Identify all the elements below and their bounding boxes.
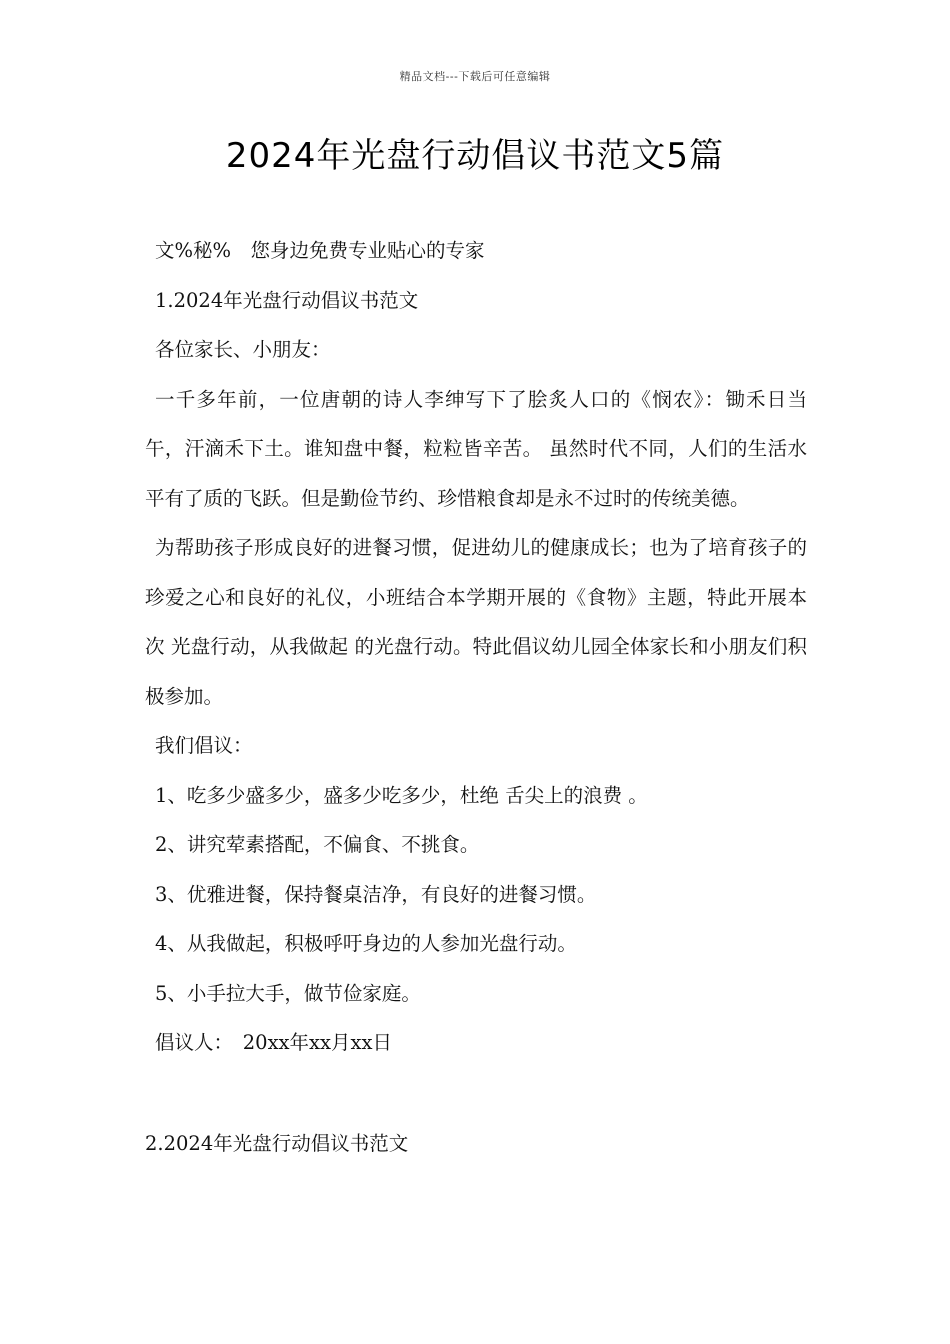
salutation: 各位家长、小朋友： — [155, 338, 331, 361]
paragraph-intro: 一千多年前，一位唐朝的诗人李绅写下了脍炙人口的《悯农》：锄禾日当午，汗滴禾下土。谁知盘中餐，粒粒皆辛苦。 虽然时代不同，人们的生活水平有了质的飞跃。但是勤俭节约、珍惜粮食却是永不过时的传统美德。 — [145, 387, 807, 510]
section-heading-2: 2.2024年光盘行动倡议书范文 — [145, 1131, 409, 1155]
proposal-item-3: 3、优雅进餐，保持餐桌洁净，有良好的进餐习惯。 — [155, 882, 597, 906]
proposal-item-1: 1、吃多少盛多少，盛多少吃多少，杜绝 舌尖上的浪费 。 — [155, 783, 648, 807]
proposal-item-5: 5、小手拉大手，做节俭家庭。 — [155, 981, 421, 1005]
header-note: 精品文档---下载后可任意编辑 — [399, 70, 551, 83]
paragraph-purpose: 为帮助孩子形成良好的进餐习惯，促进幼儿的健康成长；也为了培育孩子的珍爱之心和良好的礼仪，小班结合本学期开展的《食物》主题，特此开展本次 光盘行动，从我做起 的光盘行动。特此倡议幼儿园全体家长和小朋友们积极参加。 — [145, 536, 807, 708]
section-spacer — [145, 1068, 807, 1119]
proposal-item-4: 4、从我做起，积极呼吁身边的人参加光盘行动。 — [155, 932, 577, 955]
signature-line: 倡议人： 20xx年xx月xx日 — [155, 1031, 393, 1054]
document-title: 2024年光盘行动倡议书范文5篇 — [225, 136, 725, 176]
proposal-lead: 我们倡议： — [155, 734, 253, 757]
document-body — [145, 226, 807, 1168]
source-line: 文%秘% 您身边免费专业贴心的专家 — [155, 239, 485, 262]
section-heading-1: 1.2024年光盘行动倡议书范文 — [155, 288, 419, 312]
proposal-item-2: 2、讲究荤素搭配，不偏食、不挑食。 — [155, 833, 480, 856]
